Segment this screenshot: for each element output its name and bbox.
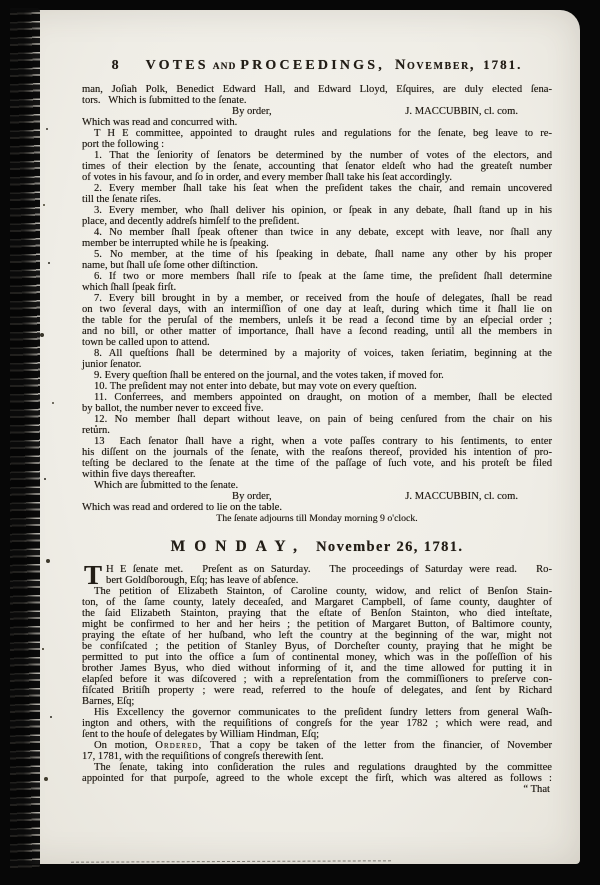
text-line: by ballot, the number never to exceed five.: [82, 403, 264, 414]
text-line: which ſhall ſpeak firſt.: [82, 282, 177, 293]
text-line: His Excellency the governor communicates to the preſident ſundry letters from general Waſh-: [94, 707, 552, 718]
text-line: 3. Every member, who ſhall deliver his opinion, or ſpeak in any debate, ſhall ſtand up in his: [94, 205, 552, 216]
text-line: till the ſenate riſes.: [82, 194, 161, 205]
page-bottom-edge: [71, 860, 391, 862]
text-line: be confiſcated ; the petition of Stanley Byus, of Dorcheſter county, praying that he might be: [82, 641, 552, 652]
document-lines: [82, 84, 552, 795]
text-line: member be interrupted while he is ſpeaking.: [82, 238, 269, 249]
text-line: of votes in his favour, and ſo in order, and every member ſhall take his ſeat accordingly.: [82, 172, 453, 183]
header-title-and: AND: [212, 62, 237, 72]
text-line: The ſenate adjourns till Monday morning 9 o'clock.: [216, 513, 418, 524]
page-number: 8: [111, 58, 120, 73]
paper-specks: [46, 128, 48, 130]
text-line: The ſenate, taking into conſideration the rules and regulations draughted by the committee: [94, 762, 552, 773]
by-order-label: By order,: [232, 106, 272, 117]
text-line: the ſaid Elizabeth Stainton, praying that the eſtate of Benſon Stainton, who died inteſtate,: [82, 608, 552, 619]
text-line: 5. No member, at the time of his ſpeaking in debate, ſhall name any other by his proper: [94, 249, 552, 260]
scanned-page: [13, 10, 580, 864]
text-line: 12. No member ſhall depart without leave, on pain of being cenſured from the chair on his: [94, 414, 552, 425]
text-line: H E ſenate met. Preſent as on Saturday. The proceedings of Saturday were read. Ro-: [106, 564, 552, 575]
text-line: might be confirmed to her and her heirs ; the petition of Margaret Button, of Baltimore county,: [82, 619, 552, 630]
text-line: bert Goldſborough, Eſq; has leave of abſence.: [106, 575, 299, 586]
page-content: [82, 56, 552, 795]
day-heading: [82, 538, 552, 556]
text-line: ſent to the houſe of delegates by William Hindman, Eſq;: [82, 729, 320, 740]
text-line: Which was read and ordered to lie on the table.: [82, 502, 283, 513]
small-caps-word: Ordered,: [155, 740, 203, 751]
text-line: praying the eſtate of her huſband, who left the country at the beginning of the war, might not: [82, 630, 552, 641]
text-line: Which are ſubmitted to the ſenate.: [94, 480, 239, 491]
header-month: November,: [394, 57, 476, 73]
text-line: ton, of the ſame county, lately deceaſed, and Margaret Campbell, of ſame county, daughter of: [82, 597, 552, 608]
text-line: 11. Conferrees, and members appointed on draught, on motion of a member, ſhall be elected: [94, 392, 552, 403]
dropcap-paragraph: [82, 560, 552, 590]
text-line: place, and decently addreſs himſelf to the preſident.: [82, 216, 300, 227]
drop-cap: T: [84, 560, 103, 590]
text-line: town be called upon to attend.: [82, 337, 210, 348]
text-line: return.: [82, 425, 110, 436]
text-line: tors. Which is ſubmitted to the ſenate.: [82, 95, 247, 106]
attribution-line: [82, 106, 552, 117]
text-line: and no bill, or other matter of importance, ſhall have a ſecond reading, until all the members in: [82, 326, 552, 337]
text-line: his diſſent on the journals of the ſenate, with the reaſons thereof, provided his intention of pro-: [82, 447, 552, 458]
text-line: [82, 740, 552, 751]
header-title-proceedings: PROCEEDINGS,: [240, 58, 385, 73]
text-line: Which was read and concurred with.: [82, 117, 238, 128]
text-line: T H E committee, appointed to draught rules and regulations for the ſenate, beg leave to re-: [94, 128, 552, 139]
text-line: 10. The preſident may not enter into debate, but may vote on every queſtion.: [94, 381, 417, 392]
text-line: 13 Each ſenator ſhall have a right, when a vote paſſes contrary to his ſentiments, to enter: [94, 436, 552, 447]
text-line: man, Joſiah Polk, Benedict Edward Hall, and Edward Lloyd, Eſquires, are duly elected ſena-: [82, 84, 552, 95]
text-line: times of their election by the ſenate, accounting that ſenator eldeſt who had the greateſt number: [82, 161, 552, 172]
text-line: ington and others, with the requiſitions of congreſs for the year 1782 ; which were read, and: [82, 718, 552, 729]
text-line: Barnes, Eſq;: [82, 696, 135, 707]
text-run: That a copy be taken of the letter from the financier, of November: [202, 740, 552, 751]
heading-date: November 26, 1781.: [316, 539, 464, 555]
text-line: “ That: [523, 784, 550, 795]
text-line: brother James Byus, who died without informing of it, and the time allowed for putting it in: [82, 663, 552, 674]
text-line: name, but ſhall uſe ſome other diſtinction.: [82, 260, 258, 271]
text-run: On motion,: [94, 740, 156, 751]
clerk-signature: J. MACCUBBIN, cl. com.: [405, 491, 518, 502]
running-header: [82, 56, 552, 72]
text-line: on two ſeveral days, with an intermiſſion of one day at leaſt, during which time it ſhall lie on: [82, 304, 552, 315]
text-line: elapſed before it was diſcovered ; with a repreſentation from the commiſſioners to preſerve con-: [82, 674, 552, 685]
text-line: the table for the peruſal of the members, unleſs it be read a ſecond time by an eſpecial order ;: [82, 315, 552, 326]
header-year: 1781.: [483, 57, 523, 72]
text-line: within five days thereafter.: [82, 469, 196, 480]
text-line: permitted to put into the office a ſum of continental money, which was in the poſſeſſion of his: [82, 652, 552, 663]
text-line: 7. Every bill brought in by a member, or received from the houſe of delegates, ſhall be read: [94, 293, 552, 304]
attribution-line: [82, 491, 552, 502]
text-line: teſting be declared to the ſenate at the time of the paſſage of ſuch vote, and his proteſt be filed: [82, 458, 552, 469]
text-line: junior ſenator.: [82, 359, 142, 370]
by-order-label: By order,: [232, 491, 272, 502]
text-line: 6. If two or more members ſhall riſe to ſpeak at the ſame time, the preſident ſhall determine: [94, 271, 552, 282]
text-line: port the following :: [82, 139, 165, 150]
text-line: The petition of Elizabeth Stainton, of Caroline county, widow, and relict of Benſon Stain-: [94, 586, 552, 597]
text-line: 9. Every queſtion ſhall be entered on the journal, and the votes taken, if moved for.: [94, 370, 444, 381]
text-line: appointed for that purpoſe, agreed to the whole except the firſt, which was altered as follows :: [82, 773, 552, 784]
text-line: 2. Every member ſhall take his ſeat when the preſident takes the chair, and remain uncovered: [94, 183, 552, 194]
text-line: 4. No member ſhall ſpeak oftener than twice in any debate, except with leave, nor ſhall any: [94, 227, 552, 238]
text-line: 1. That the ſeniority of ſenators be determined by the number of votes of the electors, and: [94, 150, 552, 161]
text-line: 8. All queſtions ſhall be determined by a majority of voices, taken ſeriatim, beginning at the: [94, 348, 552, 359]
text-line: 17, 1781, with the requiſitions of congreſs therewith ſent.: [82, 751, 324, 762]
clerk-signature: J. MACCUBBIN, cl. com.: [405, 106, 518, 117]
heading-day: MONDAY,: [170, 538, 307, 555]
text-line: fiſcated Britiſh property ; were read, referred to the houſe of delegates, and ſent by Richard: [82, 685, 552, 696]
header-title-votes: VOTES: [145, 58, 209, 73]
binding-edge: [10, 8, 40, 868]
